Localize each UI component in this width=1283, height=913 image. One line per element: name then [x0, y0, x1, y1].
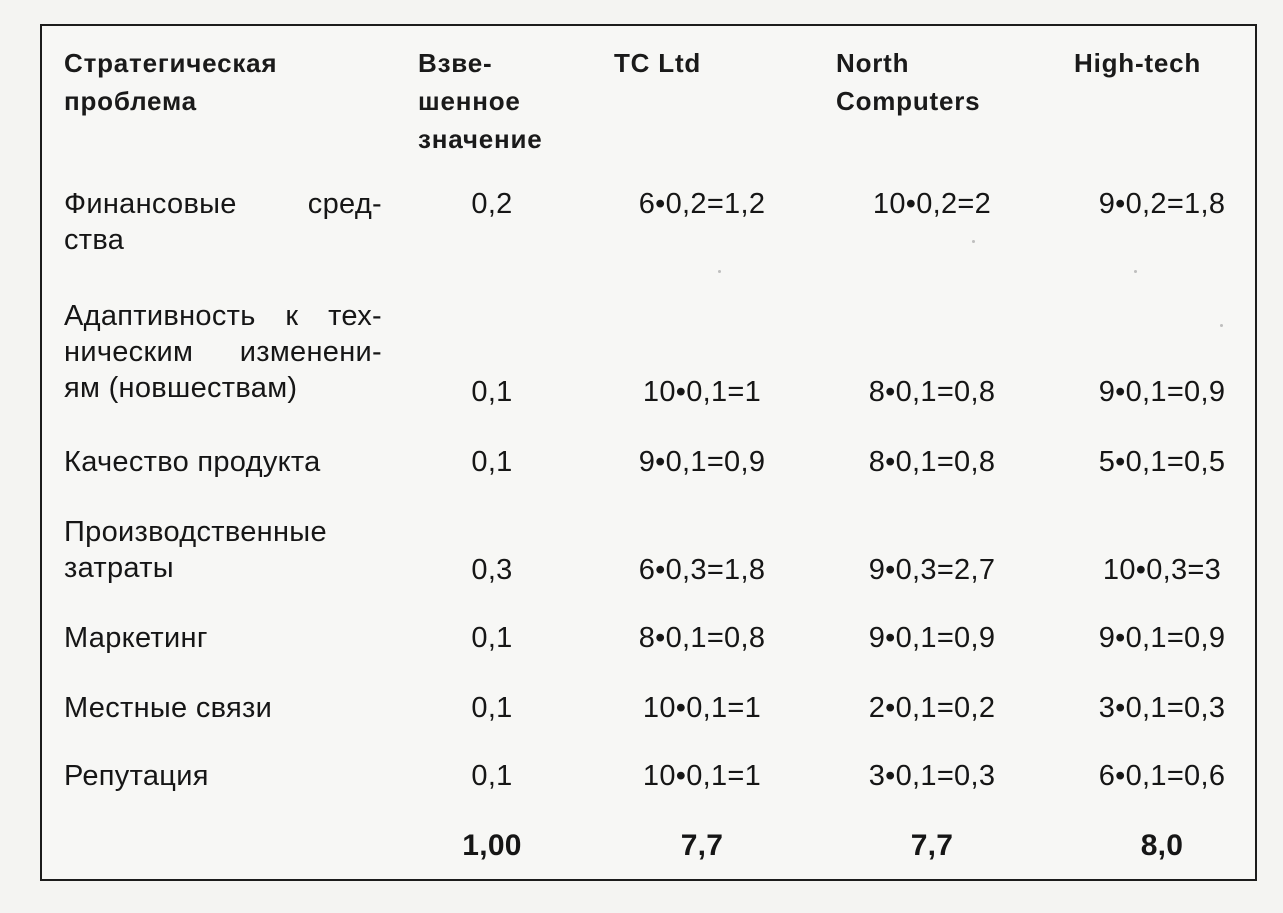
cell-tc: 10•0,1=1 [642, 692, 762, 724]
cell-weight: 0,1 [471, 376, 513, 408]
total-tc: 7,7 [680, 829, 724, 862]
cell-north: 3•0,1=0,3 [868, 760, 996, 792]
header-line: значение [418, 124, 543, 154]
comparison-table [40, 24, 1257, 881]
cell-north: 2•0,1=0,2 [868, 692, 996, 724]
label-line: Производственные [64, 516, 327, 548]
cell-hightech: 3•0,1=0,3 [1098, 692, 1226, 724]
cell-hightech: 5•0,1=0,5 [1098, 446, 1226, 478]
cell-weight: 0,3 [471, 554, 513, 586]
cell-tc: 6•0,3=1,8 [638, 554, 766, 586]
header-line: Взве- [418, 48, 493, 78]
cell-hightech: 9•0,2=1,8 [1098, 188, 1226, 220]
cell-tc: 9•0,1=0,9 [638, 446, 766, 478]
scan-speck [972, 240, 975, 243]
row-label-reputation [64, 758, 209, 794]
cell-weight: 0,2 [471, 188, 513, 220]
row-label-production-costs [64, 514, 327, 586]
label-line: Качество продукта [64, 446, 321, 478]
cell-north: 10•0,2=2 [872, 188, 992, 220]
header-line: Стратегическая [64, 48, 278, 78]
label-line: ническим изменени- [64, 336, 382, 368]
header-line: North [836, 48, 910, 78]
row-label-quality [64, 444, 321, 480]
cell-north: 8•0,1=0,8 [868, 446, 996, 478]
cell-hightech: 9•0,1=0,9 [1098, 622, 1226, 654]
header-high-tech [1074, 44, 1201, 82]
cell-north: 9•0,1=0,9 [868, 622, 996, 654]
label-line: ства [64, 224, 125, 256]
label-line: ям (новшествам) [64, 372, 298, 404]
cell-hightech: 6•0,1=0,6 [1098, 760, 1226, 792]
label-line: Местные связи [64, 692, 273, 724]
scan-speck [1220, 324, 1223, 327]
row-label-adaptivity [64, 298, 382, 406]
header-strategic-problem [64, 44, 277, 120]
scan-speck [718, 270, 721, 273]
cell-weight: 0,1 [471, 760, 513, 792]
cell-weight: 0,1 [471, 692, 513, 724]
cell-tc: 10•0,1=1 [642, 376, 762, 408]
header-line: TC Ltd [614, 48, 702, 78]
cell-tc: 8•0,1=0,8 [638, 622, 766, 654]
header-tc-ltd [614, 44, 701, 82]
cell-tc: 6•0,2=1,2 [638, 188, 766, 220]
header-line: High-tech [1074, 48, 1202, 78]
row-label-local-ties [64, 690, 272, 726]
row-label-finance [64, 186, 382, 258]
cell-tc: 10•0,1=1 [642, 760, 762, 792]
cell-north: 8•0,1=0,8 [868, 376, 996, 408]
header-line: шенное [418, 86, 521, 116]
header-weight [418, 44, 543, 158]
header-line: Computers [836, 86, 981, 116]
header-line: проблема [64, 86, 197, 116]
label-line: Маркетинг [64, 622, 208, 654]
label-line: затраты [64, 552, 174, 584]
total-north: 7,7 [910, 829, 954, 862]
cell-north: 9•0,3=2,7 [868, 554, 996, 586]
label-line: Репутация [64, 760, 209, 792]
cell-hightech: 9•0,1=0,9 [1098, 376, 1226, 408]
total-hightech: 8,0 [1140, 829, 1184, 862]
cell-hightech: 10•0,3=3 [1102, 554, 1222, 586]
label-line: Адаптивность к тех- [64, 300, 382, 332]
total-weight: 1,00 [462, 829, 522, 862]
label-line: Финансовые сред- [64, 188, 382, 220]
row-label-marketing [64, 620, 208, 656]
header-north-computers [836, 44, 980, 120]
cell-weight: 0,1 [471, 446, 513, 478]
cell-weight: 0,1 [471, 622, 513, 654]
scan-speck [1134, 270, 1137, 273]
